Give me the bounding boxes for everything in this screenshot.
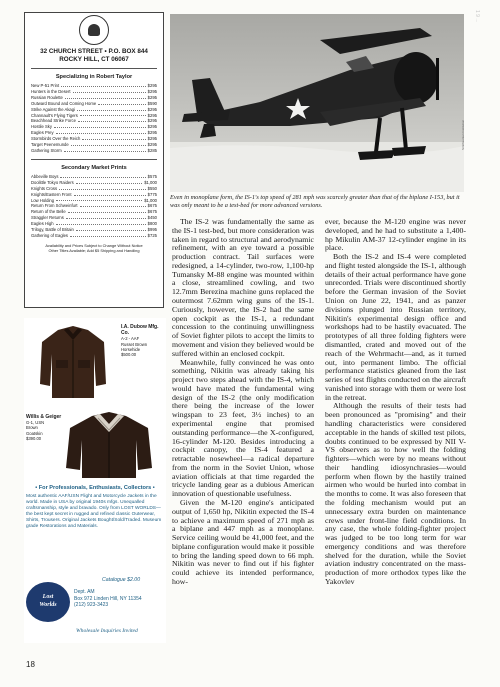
logo-line-1: Lost — [42, 594, 54, 600]
secondary-price-list — [31, 174, 157, 239]
article-paragraph: Given the M-120 engine's anticipated output of 1,650 hp, Nikitin expected the IS-4 to achieve a maximum speed of 271 mph as a biplane and 447 mph as a monoplane. Service ceiling would be 41,000 feet, and the biplane configuration would make it possible to bring the landing speed down to 66 mph. Nikitin was never to find out if his fighter could achieve its intended performance, how- — [172, 498, 314, 587]
divider — [31, 159, 157, 160]
print-title: Russian Roulette — [31, 94, 63, 100]
print-price: $590 — [147, 100, 157, 106]
print-title: Knights/Eastern Front — [31, 191, 72, 197]
print-title: Straggler Returns — [31, 215, 64, 221]
print-price: $450 — [147, 215, 157, 221]
article-column-2 — [325, 218, 466, 587]
article-paragraph: Both the IS-2 and IS-4 were completed and flight tested alongside the IS-1, although details of their actual performance have gone unrecorded. Trials were discontinued shortly before the German invasion of the Soviet Union on June 22, 1941, and as panzer divisions plunged into Russian territory, Nikitin's experimental design office and workshops had to be hastily evacuated. The prototypes of all three folding fighters were dismantled, crated and moved out of the reach of the Wehrmacht—and, as it turned out, into permanent limbo. The official performance statistics gleaned from the last series of test flights conducted on the aircraft vanished into storage with them or were lost in the retreat. — [325, 252, 466, 402]
willis-line-3: Goatskin — [26, 430, 43, 436]
leader-dots — [82, 136, 145, 140]
willis-name: Willis & Geiger — [26, 414, 62, 420]
dubow-name: I.A. Dubow Mfg. Co. — [121, 324, 159, 337]
article-paragraph: The IS-2 was fundamentally the same as the IS-1 test-bed, but more consideration was taken in regard to structural and aerodynamic refinement, with an eye toward a possible production contract. Tail surfaces were redesigned, a 14-cylinder, two-row, 1,100-hp Tumansky M-88 engine was mounted within a close, streamlined cowling, and two 12.7mm Berezina machine guns replaced the outermost 7.62mm wing guns of the IS-1. Curiously, however, the IS-2 had the same open cockpit as the IS-1, a redundant concession to the continuing unwillingness of Soviet fighter pilots to accept the limits to movement and vision they believed would be suffered within an enclosed cockpit. — [172, 217, 314, 358]
leader-dots — [61, 83, 146, 87]
print-price: $295 — [147, 94, 157, 100]
print-title: Gathering Storm — [31, 147, 62, 153]
ad-body-text: Most authentic AAF/USN Flight and Motorcycle Jackets in the world. Made in USA by original 1940s mfgs. Unequalled craftsmanship, style and bravado. Only from LOST WORLDS—the best kept secret in rugged and refined classic Outerwear, Shirts, Trousers. Original Jackets Bought/Sold/Traded. Museum grade Restorations and Materials. — [26, 494, 162, 530]
wholesale-note: Wholesale Inquiries Invited — [76, 628, 138, 634]
leader-dots — [68, 209, 146, 213]
dubow-line-1: A-2 - AAF — [121, 336, 140, 342]
contact-dept: Dept. AM — [74, 589, 95, 595]
print-title: Beachhead Strike Force — [31, 118, 76, 124]
aircraft-photograph — [170, 14, 464, 192]
print-price: $995 — [147, 227, 157, 233]
leader-dots — [80, 203, 146, 207]
willis-line-1: G-1, USN — [26, 420, 45, 426]
leader-dots — [66, 215, 146, 219]
price-list-item — [31, 148, 157, 154]
is-1-aircraft-image — [170, 14, 464, 192]
address-line-1: 32 CHURCH STREET • P.O. BOX 844 — [40, 48, 148, 55]
print-price: $295 — [147, 124, 157, 130]
print-price: $295 — [147, 106, 157, 112]
print-price: $575 — [147, 173, 157, 179]
photo-caption: Even in monoplane form, the IS-1's top speed of 281 mph was scarcely greater than that of the biplane I-153, but it was only meant to be a test-bed for more advanced versions. — [170, 194, 460, 209]
print-title: Target Peenemunde — [31, 142, 69, 148]
leader-dots — [59, 186, 146, 190]
print-price: $295 — [147, 118, 157, 124]
print-price: $295 — [147, 112, 157, 118]
leader-dots — [65, 95, 146, 99]
leader-dots — [73, 89, 146, 93]
page-number: 18 — [26, 660, 35, 669]
willis-line-2: Brown — [26, 425, 38, 431]
print-price: $675 — [147, 209, 157, 215]
print-price: $675 — [147, 203, 157, 209]
print-price: $550 — [147, 185, 157, 191]
leader-dots — [77, 107, 146, 111]
print-price: $1,000 — [144, 197, 157, 203]
print-title: Hostile Sky — [31, 124, 52, 130]
availability-note — [31, 243, 157, 253]
leader-dots — [54, 124, 146, 128]
gallery-address — [31, 48, 157, 63]
print-price: $295 — [147, 142, 157, 148]
leader-dots — [80, 113, 146, 117]
print-title: Knights Cross — [31, 185, 58, 191]
print-title: Gathering of Eagles — [31, 232, 69, 238]
leader-dots — [64, 148, 146, 152]
print-price: $295 — [147, 136, 157, 142]
leader-dots — [60, 174, 145, 178]
print-title: Channault's Flying Tigers — [31, 112, 78, 118]
willis-jacket-label — [26, 414, 61, 441]
leader-dots — [76, 227, 146, 231]
print-title: Stormbirds Over the Reich — [31, 136, 81, 142]
print-price: $295 — [147, 130, 157, 136]
print-title: Trilogy, Battle of Britain — [31, 227, 74, 233]
dubow-price: $500.00 — [121, 352, 137, 358]
article-paragraph: ever, because the M-120 engine was never developed, and he had to substitute a 1,400-hp Mikulin AM-37 12-cylinder engine in its place. — [325, 217, 466, 253]
contact-block — [74, 589, 142, 609]
print-title: Low Holding — [31, 197, 55, 203]
print-title: Doolittle Tokyo Raiders — [31, 179, 74, 185]
print-price: $295 — [147, 83, 157, 88]
address-line-2: ROCKY HILL, CT 06067 — [59, 55, 129, 63]
print-title: New P-51 Print — [31, 83, 60, 88]
print-title: Return of the Belle — [31, 209, 66, 215]
ad-banner: • For Professionals, Enthusiasts, Collectors • — [35, 485, 155, 491]
print-price: $295 — [147, 88, 157, 94]
photo-credit: Smithsonian Institution — [461, 119, 465, 150]
leader-dots — [70, 233, 146, 237]
print-title: Strike Against the Akagi — [31, 106, 75, 112]
leader-dots — [56, 221, 146, 225]
divider — [31, 68, 157, 69]
leader-dots — [78, 118, 146, 122]
print-price: $285 — [147, 147, 157, 153]
dubow-line-3: Horsehide — [121, 346, 141, 352]
lost-worlds-advertisement — [24, 318, 166, 643]
print-title: Eagles Prey — [31, 130, 54, 136]
leader-dots — [71, 142, 146, 146]
robert-taylor-advertisement — [24, 12, 164, 308]
print-title: Abbeville Boys — [31, 173, 59, 179]
print-title: Outward Bound and Coming Home — [31, 100, 97, 106]
print-title: Hunters in the Desert — [31, 88, 71, 94]
print-list-heading: Specializing in Robert Taylor — [55, 74, 133, 80]
leader-dots — [98, 101, 145, 105]
g1-jacket-image — [64, 412, 154, 480]
leader-dots — [56, 198, 142, 202]
a2-jacket-image — [38, 324, 108, 400]
lost-worlds-logo — [26, 582, 70, 622]
leader-dots — [76, 180, 142, 184]
print-price: $775 — [147, 191, 157, 197]
leader-dots — [74, 192, 146, 196]
logo-line-2: Worlds — [39, 602, 57, 608]
dubow-line-2: Russet Brown — [121, 341, 148, 347]
note-line-2: Other Titles Available; Add $5 Shipping and Handling — [48, 247, 140, 253]
article-paragraph: Although the results of their tests had been pronounced as "promising" and their handling characteristics were considered acceptable in the hands of skilled test pilots, doubts continued to be expressed by NII V-VS observers as to how well the folding fighters—which were by no means without their handling idiosynchrasies—would perform when flown by the hastily trained airmen who would be hurled into combat in the months to come. It was also foreseen that the folding mechanism would put an unnecessary extra burden on maintenance crews under front-line field conditions. In any case, the whole folding-fighter project was judged to be too long term for war emergency conditions and was therefore shelved for the duration, while the Soviet aviation industry concentrated on the mass-production of more orthodox types like the Yakovlev — [325, 401, 466, 587]
margin-mark: 1 9 ... — [474, 10, 480, 23]
print-title: Return From Schweinfurt — [31, 203, 78, 209]
article-paragraph: Meanwhile, fully convinced he was onto something, Nikitin was already taking his project two steps ahead with the IS-4, which would have mated the fundamental wing design of the IS-2 (the only modification there being the increase of the lower wingspan to 23 feet, 3½ inches) to an experimental engine that promised outstanding performance—the X-configured, 16-cylinder M-120. Besides introducing a cockpit canopy, the IS-4 featured a retractable nosewheel—a radical departure from the norm in the Soviet Union, whose aviation officials at that time regarded the tricycle landing gear as a dubious American innovation of questionable usefulness. — [172, 357, 314, 499]
leader-dots — [56, 130, 146, 134]
note-line-1: Availability and Prices Subject to Change Without Notice — [45, 242, 143, 248]
contact-address: Box 972 Linden Hill, NY 11354 — [74, 595, 142, 602]
print-price: $800 — [147, 221, 157, 227]
price-list-item — [31, 233, 157, 239]
contact-phone: (212) 923-3423 — [74, 602, 109, 609]
article-column-1 — [172, 218, 314, 587]
dubow-jacket-label — [121, 324, 166, 357]
print-price: $1,000 — [144, 179, 157, 185]
print-price: $725 — [147, 232, 157, 238]
secondary-list-heading: Secondary Market Prints — [61, 164, 127, 171]
willis-price: $390.00 — [26, 435, 42, 441]
gallery-seal-logo — [79, 15, 109, 45]
print-title: Eagles High — [31, 221, 54, 227]
catalog-price: Catalogue $2.00 — [102, 577, 141, 583]
print-price-list — [31, 83, 157, 154]
